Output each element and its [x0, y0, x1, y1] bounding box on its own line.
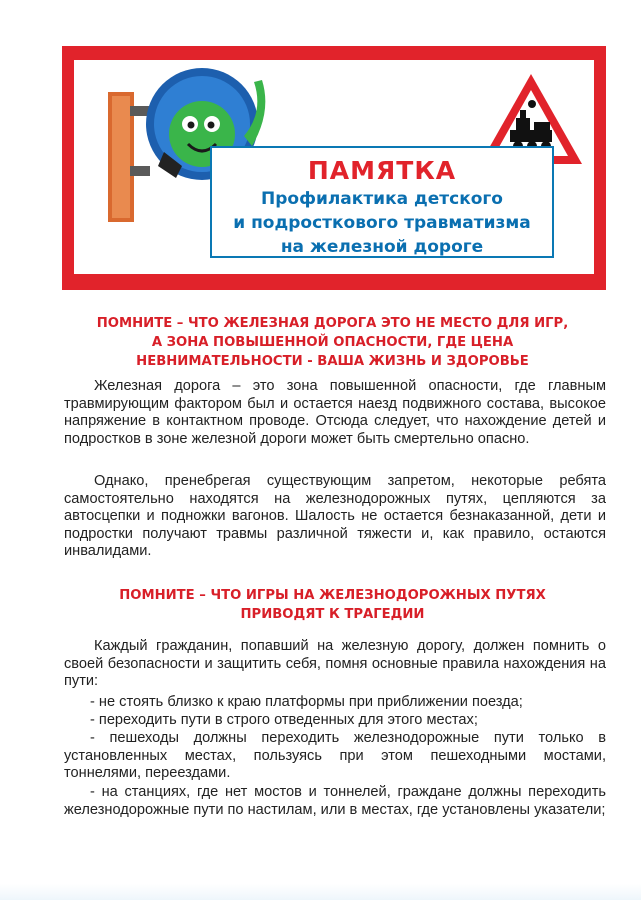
rule-item: - пешеходы должны переходить железнодорожные пути только в установленных местах, пользуясь при этом пешеходными мостами, тоннелями, переездами. — [64, 730, 606, 781]
warning-heading-1 — [60, 314, 605, 371]
warning1-line-3: НЕВНИМАТЕЛЬНОСТИ - ВАША ЖИЗНЬ И ЗДОРОВЬЕ — [136, 354, 529, 369]
warning-heading-2 — [60, 586, 605, 624]
subtitle-line-2: и подросткового травматизма — [233, 213, 531, 233]
paragraph-3: Каждый гражданин, попавший на железную дорогу, должен помнить о своей безопасности и защитить себя, помня основные правила нахождения на пути: — [64, 638, 606, 689]
rule-item: - переходить пути в строго отведенных для этого местах; — [90, 712, 478, 728]
paragraph-2: Однако, пренебрегая существующим запретом, некоторые ребята самостоятельно находятся на железнодорожных путях, цепляются за автосцепки и подножки вагонов. Шалость не остается безнаказанной, дети и подростки получают травмы различной тяжести и, как правило, остаются инвалидами. — [64, 473, 606, 559]
warning1-line-2: А ЗОНА ПОВЫШЕННОЙ ОПАСНОСТИ, ГДЕ ЦЕНА — [151, 335, 514, 350]
paragraph-1: Железная дорога – это зона повышенной опасности, где главным травмирующим фактором был и остается наезд подвижного состава, высокое напряжение в контактном проводе. Отсюда следует, что нахождение детей и подростков в зоне железной дороги может быть смертельно опасно. — [64, 378, 606, 447]
bottom-strip — [0, 884, 641, 900]
warning1-line-1: ПОМНИТЕ – ЧТО ЖЕЛЕЗНАЯ ДОРОГА ЭТО НЕ МЕСТО ДЛЯ ИГР, — [96, 316, 569, 331]
subtitle-line-3: на железной дороге — [280, 237, 484, 257]
subtitle-line-1: Профилактика детского — [261, 189, 503, 209]
warning2-line-2: ПРИВОДЯТ К ТРАГЕДИИ — [240, 607, 425, 622]
warning2-line-1: ПОМНИТЕ – ЧТО ИГРЫ НА ЖЕЛЕЗНОДОРОЖНЫХ ПУТЯХ — [119, 588, 546, 603]
rule-item: - на станциях, где нет мостов и тоннелей, граждане должны переходить железнодорожные пути по настилам, или в местах, где установлены указатели; — [64, 784, 606, 818]
page-title: ПАМЯТКА — [307, 156, 457, 185]
title-box — [210, 146, 554, 258]
header-banner — [62, 46, 606, 290]
header-inner — [74, 60, 594, 274]
rule-item: - не стоять близко к краю платформы при приближении поезда; — [90, 694, 523, 710]
